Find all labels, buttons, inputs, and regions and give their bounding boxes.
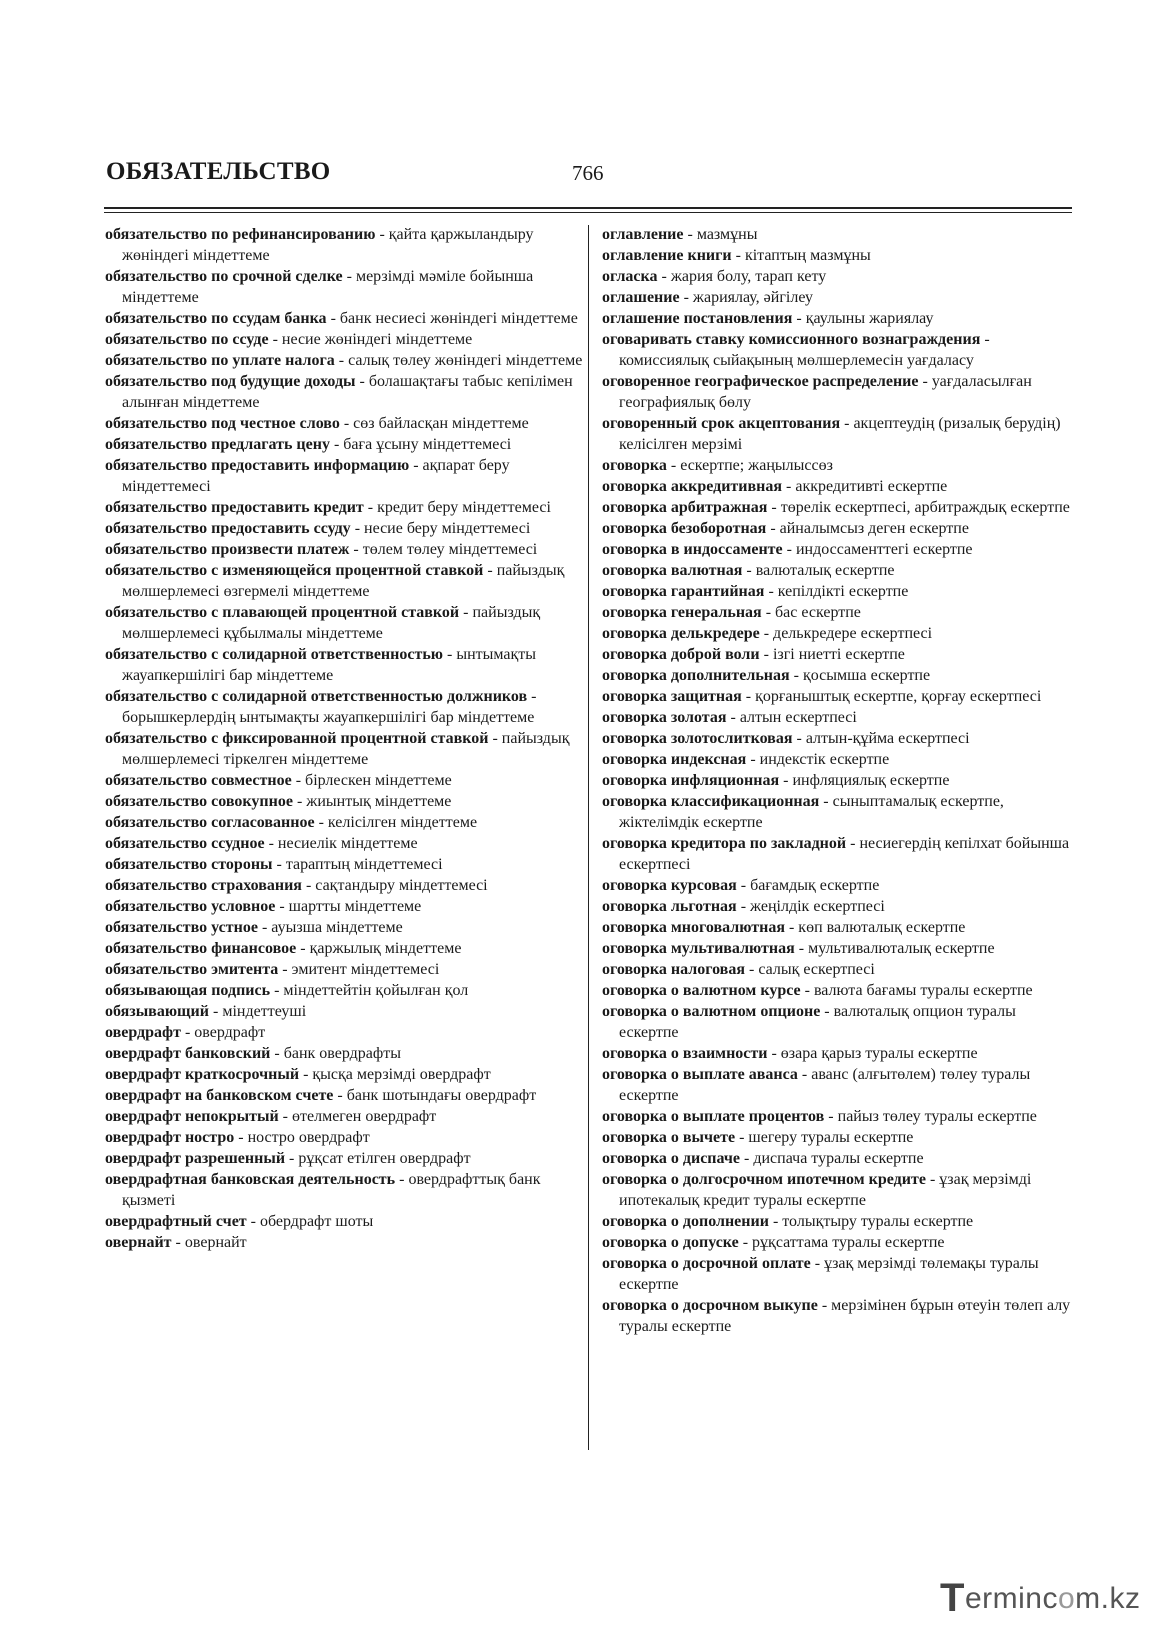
entry-definition: ауызша міндеттеме	[271, 919, 403, 936]
header-rule-thick	[104, 207, 1072, 209]
entry-term: обязательство по рефинансированию	[105, 226, 376, 243]
entry-term: обязательство произвести платеж	[105, 541, 350, 558]
dictionary-entry: обязательство предоставить ссуду - несие беру міндеттемесі	[105, 520, 531, 537]
entry-term: обязательство страхования	[105, 877, 302, 894]
entry-term: овердрафт на банковском счете	[105, 1087, 334, 1104]
entry-term: оговоренный срок акцептования	[602, 415, 841, 432]
entry-definition: мерзімінен бұрын өтеуін төлеп алу туралы ескертпе	[619, 1297, 1071, 1335]
entry-definition: овернайт	[184, 1234, 247, 1251]
entry-term: оговорка аккредитивная	[602, 478, 783, 495]
entry-definition: пайыздық мөлшерлемесі құбылмалы міндеттеме	[122, 604, 541, 642]
entry-term: оговоренное географическое распределение	[602, 373, 919, 390]
entry-definition: несиелік міндеттеме	[277, 835, 418, 852]
entry-term: овердрафт непокрытый	[105, 1108, 279, 1125]
entry-definition: жария болу, тарап кету	[670, 268, 827, 285]
dictionary-entry: овердрафт ностро - ностро овердрафт	[105, 1129, 370, 1146]
dictionary-entry: оглашение постановления - қаулыны жариялау	[602, 310, 934, 327]
dictionary-entry: обязательство произвести платеж - төлем төлеу міндеттемесі	[105, 541, 538, 558]
entry-definition: обердрафт шоты	[259, 1213, 374, 1230]
entry-term: оговаривать ставку комиссионного вознаграждения	[602, 331, 981, 348]
entry-definition: инфляциялық ескертпе	[792, 772, 950, 789]
entry-term: обязательство совокупное	[105, 793, 293, 810]
dictionary-entry: оговорка аккредитивная - аккредитивті ескертпе	[602, 478, 948, 495]
dictionary-entry: овердрафт банковский - банк овердрафты	[105, 1045, 401, 1062]
entry-term: огласка	[602, 268, 658, 285]
dictionary-entry: обязательство по уплате налога - салық төлеу жөніндегі міндеттеме	[105, 352, 583, 369]
dictionary-entry: оговорка о досрочном выкупе - мерзімінен бұрын өтеуін төлеп алу туралы ескертпе	[602, 1297, 1071, 1335]
entry-definition: мерзімді мәміле бойынша міндеттеме	[122, 268, 534, 306]
entry-definition: мультивалюталық ескертпе	[808, 940, 995, 957]
entry-definition: шегеру туралы ескертпе	[748, 1129, 914, 1146]
entry-term: оговорка налоговая	[602, 961, 745, 978]
page-number: 766	[572, 161, 604, 185]
entry-term: обязательство с плавающей процентной ставкой	[105, 604, 460, 621]
entry-term: оговорка мультивалютная	[602, 940, 795, 957]
dictionary-entry: обязательство согласованное - келісілген міндеттеме	[105, 814, 478, 831]
dictionary-entry: оговорка в индоссаменте - индоссаменттегі ескертпе	[602, 541, 973, 558]
entry-definition: валюталық ескертпе	[755, 562, 895, 579]
entry-definition: бағамдық ескертпе	[750, 877, 880, 894]
dictionary-entry: оговорка гарантийная - кепілдікті ескертпе	[602, 583, 909, 600]
dictionary-entry: обязательство с изменяющейся процентной ставкой - пайыздық мөлшерлемесі өзгермелі міндеттеме	[105, 562, 565, 600]
entry-definition: пайыздық мөлшерлемесі өзгермелі міндеттеме	[122, 562, 565, 600]
dictionary-entry: овердрафтная банковская деятельность - овердрафттық банк қызметі	[105, 1171, 541, 1209]
entry-definition: несиегердің кепілхат бойынша ескертпесі	[619, 835, 1070, 873]
entry-definition: несие беру міндеттемесі	[364, 520, 531, 537]
dictionary-entry: овердрафт - овердрафт	[105, 1024, 266, 1041]
entry-definition: пайыз төлеу туралы ескертпе	[837, 1108, 1037, 1125]
logo-letter: T	[940, 1576, 965, 1620]
dictionary-entry: оговорка защитная - қорғаныштық ескертпе, қорғау ескертпесі	[602, 688, 1042, 705]
entry-definition: акцептеудің (ризалық берудің) келісілген мерзімі	[619, 415, 1061, 453]
entry-definition: міндеттеуші	[222, 1003, 307, 1020]
left-column	[105, 224, 583, 1253]
dictionary-entry: оговорка о диспаче - диспача туралы ескертпе	[602, 1150, 924, 1167]
logo-text-end: m.kz	[1075, 1582, 1141, 1615]
entry-term: оговорка в индоссаменте	[602, 541, 783, 558]
entry-definition: баға ұсыну міндеттемесі	[343, 436, 512, 453]
entry-term: оговорка золотая	[602, 709, 727, 726]
dictionary-entry: обязательство под честное слово - сөз байласқан міндеттеме	[105, 415, 529, 432]
dictionary-entry: обязательство по срочной сделке - мерзімді мәміле бойынша міндеттеме	[105, 268, 534, 306]
entry-definition: кітаптың мазмұны	[744, 247, 871, 264]
entry-term: оговорка о взаимности	[602, 1045, 768, 1062]
entry-definition: міндеттейтін қойылған қол	[283, 982, 469, 999]
entry-definition: қайта қаржыландыру жөніндегі міндеттеме	[122, 226, 534, 264]
entry-term: оговорка валютная	[602, 562, 743, 579]
entry-definition: рұқсат етілген овердрафт	[298, 1150, 471, 1167]
dictionary-entry: оговорка кредитора по закладной - несиегердің кепілхат бойынша ескертпесі	[602, 835, 1070, 873]
entry-term: оговорка дополнительная	[602, 667, 790, 684]
entry-term: оговорка инфляционная	[602, 772, 780, 789]
entry-definition: жиынтық міндеттеме	[306, 793, 452, 810]
entry-definition: индекстік ескертпе	[759, 751, 890, 768]
entry-term: оговорка гарантийная	[602, 583, 765, 600]
dictionary-entry: оговорка валютная - валюталық ескертпе	[602, 562, 895, 579]
entry-term: оговорка о диспаче	[602, 1150, 740, 1167]
entry-definition: алтын-құйма ескертпесі	[805, 730, 970, 747]
entry-term: обязательство устное	[105, 919, 258, 936]
page-header-word: ОБЯЗАТЕЛЬСТВО	[106, 158, 331, 185]
logo-text: erminc	[964, 1582, 1058, 1615]
entry-term: оговорка безоборотная	[602, 520, 767, 537]
dictionary-entry: овердрафт на банковском счете - банк шотындағы овердрафт	[105, 1087, 537, 1104]
entry-definition: овердрафт	[194, 1024, 266, 1041]
termincom-logo	[940, 1573, 1140, 1618]
entry-definition: көп валюталық ескертпе	[798, 919, 966, 936]
entry-term: обязательство по срочной сделке	[105, 268, 343, 285]
dictionary-entry: овердрафт краткосрочный - қысқа мерзімді овердрафт	[105, 1066, 491, 1083]
dictionary-entry: оговорка золотослитковая - алтын-құйма ескертпесі	[602, 730, 970, 747]
dictionary-entry: обязательство эмитента - эмитент міндеттемесі	[105, 961, 440, 978]
entry-term: оглавление	[602, 226, 684, 243]
entry-definition: алтын ескертпесі	[739, 709, 857, 726]
dictionary-entry: обязательство совместное - бірлескен міндеттеме	[105, 772, 452, 789]
dictionary-entry: оговорка о валютном курсе - валюта бағамы туралы ескертпе	[602, 982, 1033, 999]
entry-term: обязательство согласованное	[105, 814, 315, 831]
entry-definition: несие жөніндегі міндеттеме	[281, 331, 473, 348]
dictionary-entry: обязательство с солидарной ответственностью - ынтымақты жауапкершілігі бар міндеттеме	[105, 646, 537, 684]
dictionary-entry: обязательство совокупное - жиынтық міндеттеме	[105, 793, 452, 810]
dictionary-entry: оговорка о выплате процентов - пайыз төлеу туралы ескертпе	[602, 1108, 1037, 1125]
dictionary-entry: обязывающий - міндеттеуші	[105, 1003, 307, 1020]
entry-definition: қысқа мерзімді овердрафт	[312, 1066, 491, 1083]
dictionary-entry: оговоренный срок акцептования - акцептеудің (ризалық берудің) келісілген мерзімі	[602, 415, 1061, 453]
entry-definition: ынтымақты жауапкершілігі бар міндеттеме	[122, 646, 537, 684]
entry-term: оглавление книги	[602, 247, 732, 264]
dictionary-entry: оговорка о дополнении - толықтыру туралы ескертпе	[602, 1213, 974, 1230]
dictionary-entry: оговорка налоговая - салық ескертпесі	[602, 961, 875, 978]
entry-definition: төлем төлеу міндеттемесі	[362, 541, 538, 558]
entry-term: овернайт	[105, 1234, 172, 1251]
entry-definition: қорғаныштық ескертпе, қорғау ескертпесі	[755, 688, 1042, 705]
dictionary-entry: оговорка о взаимности - өзара қарыз туралы ескертпе	[602, 1045, 978, 1062]
entry-term: обязывающая подпись	[105, 982, 271, 999]
entry-definition: қосымша ескертпе	[803, 667, 931, 684]
entry-definition: сөз байласқан міндеттеме	[353, 415, 529, 432]
entry-term: овердрафт	[105, 1024, 181, 1041]
dictionary-entry: оглавление книги - кітаптың мазмұны	[602, 247, 871, 264]
dictionary-entry: оговорка делькредере - делькредере ескертпесі	[602, 625, 933, 642]
dictionary-entry: оговорка льготная - жеңілдік ескертпесі	[602, 898, 885, 915]
entry-definition: жеңілдік ескертпесі	[750, 898, 885, 915]
entry-term: оговорка о дополнении	[602, 1213, 769, 1230]
entry-term: оговорка	[602, 457, 667, 474]
dictionary-entry: оговорка золотая - алтын ескертпесі	[602, 709, 857, 726]
entry-term: оговорка о долгосрочном ипотечном кредите	[602, 1171, 926, 1188]
entry-definition: овердрафттық банк қызметі	[122, 1171, 541, 1209]
dictionary-entry: огласка - жария болу, тарап кету	[602, 268, 827, 285]
entry-definition: өзара қарыз туралы ескертпе	[780, 1045, 978, 1062]
dictionary-entry: овердрафт непокрытый - өтелмеген овердрафт	[105, 1108, 437, 1125]
dictionary-entry: обязательство финансовое - қаржылық міндеттеме	[105, 940, 462, 957]
dictionary-entry: обязательство по рефинансированию - қайта қаржыландыру жөніндегі міндеттеме	[105, 226, 534, 264]
entry-definition: жариялау, әйгілеу	[692, 289, 814, 306]
dictionary-entry: овердрафтный счет - обердрафт шоты	[105, 1213, 374, 1230]
entry-term: оговорка о досрочном выкупе	[602, 1297, 818, 1314]
entry-definition: салық ескертпесі	[758, 961, 875, 978]
entry-definition: тараптың міндеттемесі	[285, 856, 443, 873]
entry-term: оговорка арбитражная	[602, 499, 768, 516]
dictionary-entry: обязательство предоставить кредит - кредит беру міндеттемесі	[105, 499, 551, 516]
dictionary-entry: овердрафт разрешенный - рұқсат етілген овердрафт	[105, 1150, 471, 1167]
entry-term: обязательство предоставить ссуду	[105, 520, 351, 537]
dictionary-entry: оговорка дополнительная - қосымша ескертпе	[602, 667, 931, 684]
entry-definition: төрелік ескертпесі, арбитраждық ескертпе	[780, 499, 1070, 516]
dictionary-entry: обязательство предлагать цену - баға ұсыну міндеттемесі	[105, 436, 512, 453]
entry-definition: банк несиесі жөніндегі міндеттеме	[339, 310, 578, 327]
entry-term: оговорка о допуске	[602, 1234, 739, 1251]
entry-definition: эмитент міндеттемесі	[291, 961, 440, 978]
entry-definition: уағдаласылған географиялық бөлу	[619, 373, 1032, 411]
entry-term: обязательство под честное слово	[105, 415, 340, 432]
dictionary-entry: оговорка о долгосрочном ипотечном кредите - ұзақ мерзімді ипотекалық кредит туралы ескертпе	[602, 1171, 1032, 1209]
entry-term: оговорка защитная	[602, 688, 742, 705]
entry-term: обязывающий	[105, 1003, 209, 1020]
entry-definition: банк шотындағы овердрафт	[346, 1087, 537, 1104]
entry-term: овердрафт банковский	[105, 1045, 271, 1062]
dictionary-entry: оговоренное географическое распределение - уағдаласылған географиялық бөлу	[602, 373, 1032, 411]
entry-term: обязательство условное	[105, 898, 276, 915]
entry-term: обязательство стороны	[105, 856, 273, 873]
entry-term: обязательство ссудное	[105, 835, 265, 852]
entry-term: оговорка о вычете	[602, 1129, 736, 1146]
entry-term: обязательство по ссудам банка	[105, 310, 327, 327]
dictionary-entry: обязательство с фиксированной процентной ставкой - пайыздық мөлшерлемесі тіркелген міндеттеме	[105, 730, 570, 768]
entry-term: оговорка о выплате процентов	[602, 1108, 825, 1125]
dictionary-entry: оглашение - жариялау, әйгілеу	[602, 289, 814, 306]
entry-term: оговорка о выплате аванса	[602, 1066, 798, 1083]
entry-term: оговорка многовалютная	[602, 919, 785, 936]
entry-term: овердрафт краткосрочный	[105, 1066, 300, 1083]
entry-definition: ізгі ниетті ескертпе	[772, 646, 905, 663]
entry-term: овердрафт разрешенный	[105, 1150, 286, 1167]
dictionary-entry: обязательство устное - ауызша міндеттеме	[105, 919, 403, 936]
entry-definition: ұзақ мерзімді ипотекалық кредит туралы ескертпе	[619, 1171, 1032, 1209]
entry-definition: қаржылық міндеттеме	[309, 940, 462, 957]
entry-definition: ақпарат беру міндеттемесі	[122, 457, 510, 495]
dictionary-entry: оглавление - мазмұны	[602, 226, 758, 243]
entry-definition: борышкерлердің ынтымақты жауапкершілігі бар міндеттеме	[122, 709, 535, 726]
entry-term: оговорка льготная	[602, 898, 737, 915]
entry-definition: кредит беру міндеттемесі	[377, 499, 551, 516]
dictionary-entry: обязательство предоставить информацию - ақпарат беру міндеттемесі	[105, 457, 510, 495]
dictionary-entry: обязательство ссудное - несиелік міндеттеме	[105, 835, 418, 852]
entry-term: оговорка кредитора по закладной	[602, 835, 847, 852]
entry-definition: делькредере ескертпесі	[773, 625, 933, 642]
dictionary-entry: оговорка индексная - индекстік ескертпе	[602, 751, 890, 768]
entry-term: оговорка о валютном опционе	[602, 1003, 821, 1020]
dictionary-entry: обязательство с плавающей процентной ставкой - пайыздық мөлшерлемесі құбылмалы міндеттеме	[105, 604, 541, 642]
entry-term: оговорка генеральная	[602, 604, 762, 621]
entry-definition: болашақтағы табыс кепілімен алынған міндеттеме	[122, 373, 573, 411]
entry-term: оговорка делькредере	[602, 625, 760, 642]
dictionary-entry: оговорка курсовая - бағамдық ескертпе	[602, 877, 880, 894]
entry-definition: келісілген міндеттеме	[327, 814, 478, 831]
entry-term: обязательство предлагать цену	[105, 436, 330, 453]
dictionary-entry: оговорка доброй воли - ізгі ниетті ескертпе	[602, 646, 905, 663]
entry-definition: аккредитивті ескертпе	[795, 478, 948, 495]
entry-term: обязательство с изменяющейся процентной ставкой	[105, 562, 484, 579]
dictionary-entry: оговорка о досрочной оплате - ұзақ мерзімді төлемақы туралы ескертпе	[602, 1255, 1039, 1293]
entry-term: обязательство по уплате налога	[105, 352, 335, 369]
dictionary-entry: оговорка - ескертпе; жаңылыссөз	[602, 457, 833, 474]
entry-term: оговорка индексная	[602, 751, 747, 768]
dictionary-entry: оговорка о выплате аванса - аванс (алғытөлем) төлеу туралы ескертпе	[602, 1066, 1031, 1104]
entry-definition: салық төлеу жөніндегі міндеттеме	[348, 352, 583, 369]
dictionary-entry: оговорка о вычете - шегеру туралы ескертпе	[602, 1129, 914, 1146]
entry-term: оговорка курсовая	[602, 877, 737, 894]
entry-definition: айналымсыз деген ескертпе	[779, 520, 969, 537]
entry-definition: аванс (алғытөлем) төлеу туралы ескертпе	[619, 1066, 1031, 1104]
entry-definition: шартты міндеттеме	[288, 898, 422, 915]
entry-definition: толықтыру туралы ескертпе	[782, 1213, 974, 1230]
entry-term: обязательство финансовое	[105, 940, 297, 957]
logo-o: o	[1057, 1582, 1076, 1615]
entry-definition: ескертпе; жаңылыссөз	[680, 457, 833, 474]
dictionary-entry: оговорка генеральная - бас ескертпе	[602, 604, 861, 621]
dictionary-entry: оговорка безоборотная - айналымсыз деген ескертпе	[602, 520, 969, 537]
entry-term: обязательство совместное	[105, 772, 292, 789]
entry-definition: мазмұны	[696, 226, 758, 243]
dictionary-entry: оговаривать ставку комиссионного вознаграждения - комиссиялық сыйақының мөлшерлемесін уағдаласу	[602, 331, 990, 369]
entry-definition: валюталық опцион туралы ескертпе	[619, 1003, 1016, 1041]
entry-term: обязательство предоставить кредит	[105, 499, 364, 516]
entry-definition: бас ескертпе	[775, 604, 861, 621]
entry-term: обязательство по ссуде	[105, 331, 269, 348]
entry-definition: банк овердрафты	[283, 1045, 401, 1062]
entry-definition: ұзақ мерзімді төлемақы туралы ескертпе	[619, 1255, 1039, 1293]
entry-term: овердрафтный счет	[105, 1213, 247, 1230]
dictionary-entry: обязательство под будущие доходы - болашақтағы табыс кепілімен алынған міндеттеме	[105, 373, 573, 411]
entry-definition: диспача туралы ескертпе	[753, 1150, 924, 1167]
entry-definition: бірлескен міндеттеме	[305, 772, 452, 789]
dictionary-entry: оговорка классификационная - сыныптамалық ескертпе, жіктелімдік ескертпе	[602, 793, 1004, 831]
entry-definition: пайыздық мөлшерлемесі тіркелген міндеттеме	[122, 730, 570, 768]
entry-term: обязательство под будущие доходы	[105, 373, 356, 390]
entry-term: оглашение постановления	[602, 310, 793, 327]
dictionary-entry: обязывающая подпись - міндеттейтін қойылған қол	[105, 982, 469, 999]
entry-term: обязательство эмитента	[105, 961, 279, 978]
entry-term: оговорка доброй воли	[602, 646, 760, 663]
entry-term: оглашение	[602, 289, 680, 306]
header-rule-thin	[104, 212, 1072, 213]
dictionary-entry: обязательство по ссудам банка - банк несиесі жөніндегі міндеттеме	[105, 310, 578, 327]
dictionary-entry: оговорка мультивалютная - мультивалюталық ескертпе	[602, 940, 995, 957]
entry-definition: валюта бағамы туралы ескертпе	[813, 982, 1033, 999]
column-divider	[588, 225, 589, 1450]
entry-term: оговорка классификационная	[602, 793, 820, 810]
entry-term: оговорка о досрочной оплате	[602, 1255, 811, 1272]
dictionary-entry: оговорка многовалютная - көп валюталық ескертпе	[602, 919, 966, 936]
entry-definition: рұқсаттама туралы ескертпе	[752, 1234, 945, 1251]
dictionary-entry: обязательство стороны - тараптың міндеттемесі	[105, 856, 443, 873]
dictionary-entry: оговорка о допуске - рұқсаттама туралы ескертпе	[602, 1234, 945, 1251]
dictionary-entry: оговорка о валютном опционе - валюталық опцион туралы ескертпе	[602, 1003, 1016, 1041]
entry-term: обязательство с солидарной ответственностью должников	[105, 688, 528, 705]
dictionary-entry: обязательство страхования - сақтандыру міндеттемесі	[105, 877, 488, 894]
entry-term: оговорка о валютном курсе	[602, 982, 801, 999]
dictionary-entry: обязательство с солидарной ответственностью должников - борышкерлердің ынтымақты жауапкершілігі бар міндеттеме	[105, 688, 537, 726]
right-column	[602, 224, 1072, 1337]
entry-definition: комиссиялық сыйақының мөлшерлемесін уағдаласу	[619, 352, 974, 369]
entry-definition: кепілдікті ескертпе	[777, 583, 909, 600]
entry-definition: сақтандыру міндеттемесі	[315, 877, 488, 894]
entry-term: обязательство с солидарной ответственностью	[105, 646, 444, 663]
entry-term: обязательство предоставить информацию	[105, 457, 410, 474]
entry-definition: ностро овердрафт	[247, 1129, 370, 1146]
entry-term: оговорка золотослитковая	[602, 730, 793, 747]
dictionary-entry: овернайт - овернайт	[105, 1234, 247, 1251]
entry-term: овердрафт ностро	[105, 1129, 235, 1146]
entry-definition: өтелмеген овердрафт	[292, 1108, 437, 1125]
dictionary-entry: оговорка инфляционная - инфляциялық ескертпе	[602, 772, 950, 789]
entry-term: овердрафтная банковская деятельность	[105, 1171, 396, 1188]
dictionary-entry: обязательство по ссуде - несие жөніндегі міндеттеме	[105, 331, 473, 348]
entry-definition: индоссаменттегі ескертпе	[795, 541, 973, 558]
entry-definition: қаулыны жариялау	[805, 310, 934, 327]
entry-definition: сыныптамалық ескертпе, жіктелімдік ескертпе	[619, 793, 1004, 831]
entry-term: обязательство с фиксированной процентной ставкой	[105, 730, 489, 747]
dictionary-entry: оговорка арбитражная - төрелік ескертпесі, арбитраждық ескертпе	[602, 499, 1070, 516]
dictionary-entry: обязательство условное - шартты міндеттеме	[105, 898, 422, 915]
